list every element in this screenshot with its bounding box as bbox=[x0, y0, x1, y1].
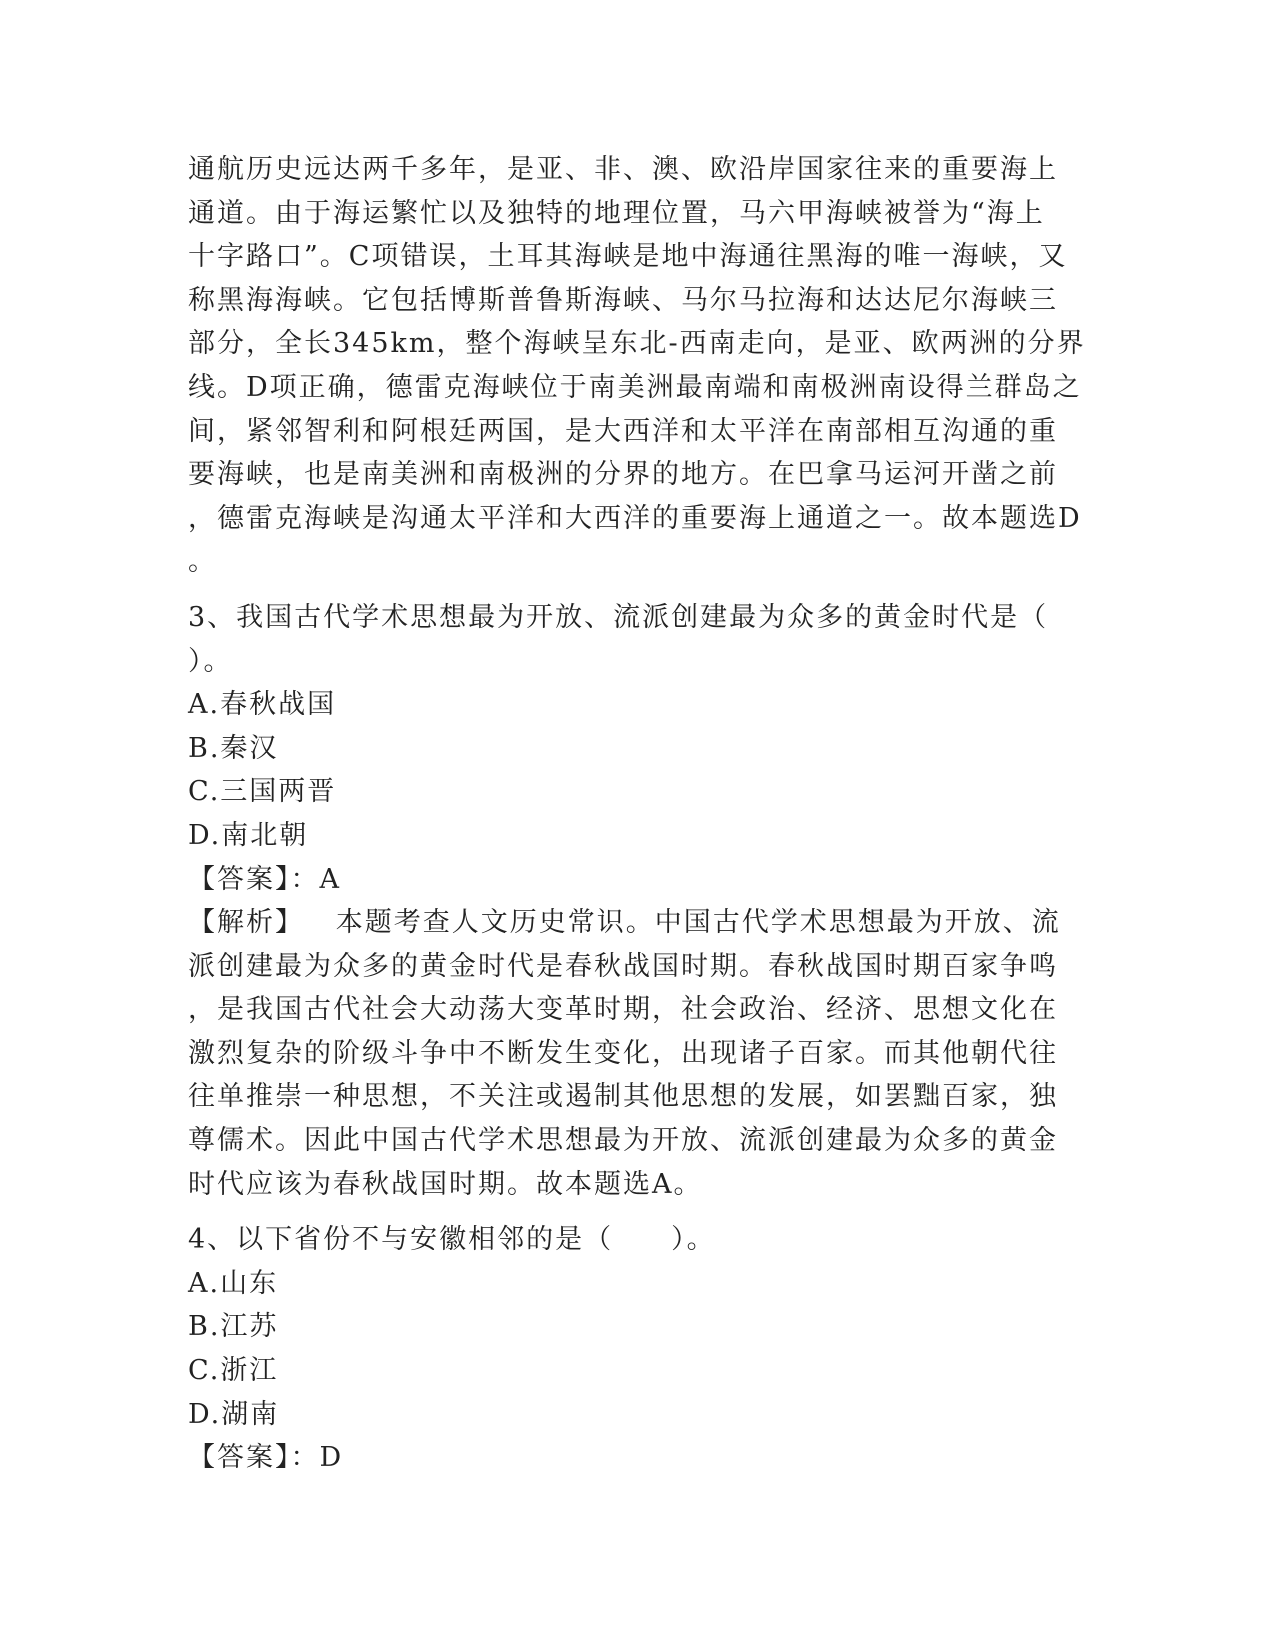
text-line: 要海峡，也是南美洲和南极洲的分界的地方。在巴拿马运河开凿之前 bbox=[188, 459, 1058, 491]
text-line: 间，紧邻智利和阿根廷两国，是大西洋和太平洋在南部相互沟通的重 bbox=[188, 415, 1058, 447]
answer: 【答案】：D bbox=[188, 1442, 344, 1474]
text-line: 线。D项正确，德雷克海峡位于南美洲最南端和南极洲南设得兰群岛之 bbox=[188, 371, 1082, 403]
text-line: 通道。由于海运繁忙以及独特的地理位置，马六甲海峡被誉为“海上 bbox=[188, 197, 1045, 229]
text-line: 称黑海海峡。它包括博斯普鲁斯海峡、马尔马拉海和达达尼尔海峡三 bbox=[188, 284, 1058, 316]
analysis-line: 时代应该为春秋战国时期。故本题选A。 bbox=[188, 1168, 703, 1200]
analysis-line: 尊儒术。因此中国古代学术思想最为开放、流派创建最为众多的黄金 bbox=[188, 1125, 1058, 1157]
text-line: 部分，全长345km，整个海峡呈东北-西南走向，是亚、欧两洲的分界 bbox=[188, 328, 1086, 360]
q2-analysis-continuation bbox=[188, 148, 1088, 584]
question-stem: 4、以下省份不与安徽相邻的是（ ）。 bbox=[188, 1224, 716, 1256]
analysis-line: 往单推崇一种思想，不关注或遏制其他思想的发展，如罢黜百家，独 bbox=[188, 1081, 1058, 1113]
document-page bbox=[188, 148, 1088, 1480]
option-a: A.山东 bbox=[188, 1267, 279, 1299]
option-b: B.秦汉 bbox=[188, 732, 279, 764]
option-d: D.南北朝 bbox=[188, 819, 309, 851]
option-c: C.浙江 bbox=[188, 1355, 279, 1387]
answer: 【答案】：A bbox=[188, 863, 341, 895]
text-line: 。 bbox=[188, 546, 217, 578]
analysis-line: 【解析】 本题考查人文历史常识。中国古代学术思想最为开放、流 bbox=[188, 907, 1061, 939]
option-c: C.三国两晋 bbox=[188, 776, 337, 808]
text-line: 通航历史远达两千多年，是亚、非、澳、欧沿岸国家往来的重要海上 bbox=[188, 154, 1058, 185]
text-line: ，德雷克海峡是沟通太平洋和大西洋的重要海上通道之一。故本题选D bbox=[188, 502, 1082, 534]
question-stem: ）。 bbox=[188, 645, 233, 677]
question-3 bbox=[188, 596, 1088, 1206]
text-line: 十字路口”。C项错误，土耳其海峡是地中海通往黑海的唯一海峡，又 bbox=[188, 241, 1068, 273]
option-a: A.春秋战国 bbox=[188, 689, 337, 721]
analysis-line: 激烈复杂的阶级斗争中不断发生变化，出现诸子百家。而其他朝代往 bbox=[188, 1037, 1058, 1069]
analysis-line: ，是我国古代社会大动荡大变革时期，社会政治、经济、思想文化在 bbox=[188, 994, 1058, 1026]
question-stem: 3、我国古代学术思想最为开放、流派创建最为众多的黄金时代是（ bbox=[188, 601, 1049, 633]
option-b: B.江苏 bbox=[188, 1311, 279, 1343]
analysis-line: 派创建最为众多的黄金时代是春秋战国时期。春秋战国时期百家争鸣 bbox=[188, 950, 1058, 982]
question-4 bbox=[188, 1218, 1088, 1480]
option-d: D.湖南 bbox=[188, 1398, 280, 1430]
